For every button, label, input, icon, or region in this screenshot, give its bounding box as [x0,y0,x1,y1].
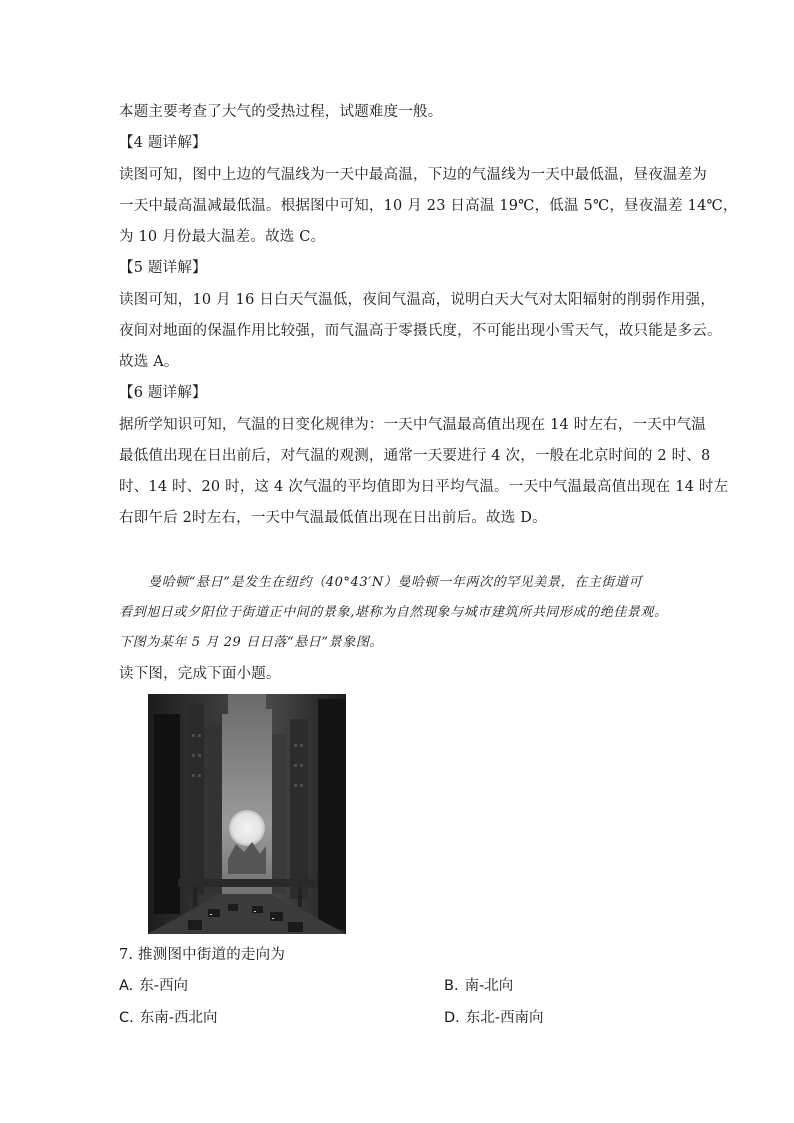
material-line-3: 下图为某年 5 月 29 日日落“悬日”景象图。 [119,635,384,650]
q6-explanation-line-2: 最低值出现在日出前后，对气温的观测，通常一天要进行 4 次，一般在北京时间的 2 时、8 [119,448,711,464]
q4-explanation-line-3: 为 10 月份最大温差。故选 C。 [119,229,326,245]
material-line-2: 看到旭日或夕阳位于街道正中间的景象,堪称为自然现象与城市建筑所共同形成的绝佳景观。 [119,605,668,620]
q5-heading: 【5 题详解】 [119,260,207,276]
q5-explanation-line-2: 夜间对地面的保温作用比较强，而气温高于零摄氏度，不可能出现小雪天气，故只能是多云。 [119,323,722,339]
q5-explanation-line-3: 故选 A。 [119,354,179,370]
option-a-letter: A. [119,978,134,994]
q4-explanation-line-1: 读图可知，图中上边的气温线为一天中最高温，下边的气温线为一天中最低温，昼夜温差为 [119,167,707,183]
manhattanhenge-photo [148,694,346,934]
q4-heading: 【4 题详解】 [119,135,207,151]
q4-explanation-line-2: 一天中最高温减最低温。根据图中可知，10 月 23 日高温 19℃，低温 5℃，昼夜温差 14℃， [119,198,738,214]
option-a[interactable] [119,976,188,996]
q6-heading: 【6 题详解】 [119,385,207,401]
summary-text: 本题主要考查了大气的受热过程，试题难度一般。 [119,104,443,120]
reading-instruction: 读下图，完成下面小题。 [119,666,281,682]
option-b-text: 南-北向 [464,978,514,994]
option-d-letter: D. [444,1010,460,1026]
option-d[interactable] [444,1008,544,1028]
option-b[interactable] [444,976,513,996]
q5-explanation-line-1: 读图可知，10 月 16 日白天气温低，夜间气温高，说明白天大气对太阳辐射的削弱作用强， [119,292,716,308]
question-7-stem: 7. 推测图中街道的走向为 [119,947,286,963]
option-c[interactable] [119,1008,217,1028]
q6-explanation-line-1: 据所学知识可知，气温的日变化规律为：一天中气温最高值出现在 14 时左右，一天中气温 [119,417,707,433]
material-line-1: 曼哈顿“悬日”是发生在纽约（40°43′N）曼哈顿一年两次的罕见美景，在主街道可 [148,575,643,590]
q6-explanation-line-3: 时、14 时、20 时，这 4 次气温的平均值即为日平均气温。一天中气温最高值出现在 14 时左 [119,479,729,495]
option-b-letter: B. [444,978,459,994]
option-c-letter: C. [119,1010,134,1026]
option-a-text: 东-西向 [139,978,189,994]
option-d-text: 东北-西南向 [465,1010,544,1026]
option-c-text: 东南-西北向 [139,1010,218,1026]
q6-explanation-line-4: 右即午后 2时左右，一天中气温最低值出现在日出前后。故选 D。 [119,510,547,526]
